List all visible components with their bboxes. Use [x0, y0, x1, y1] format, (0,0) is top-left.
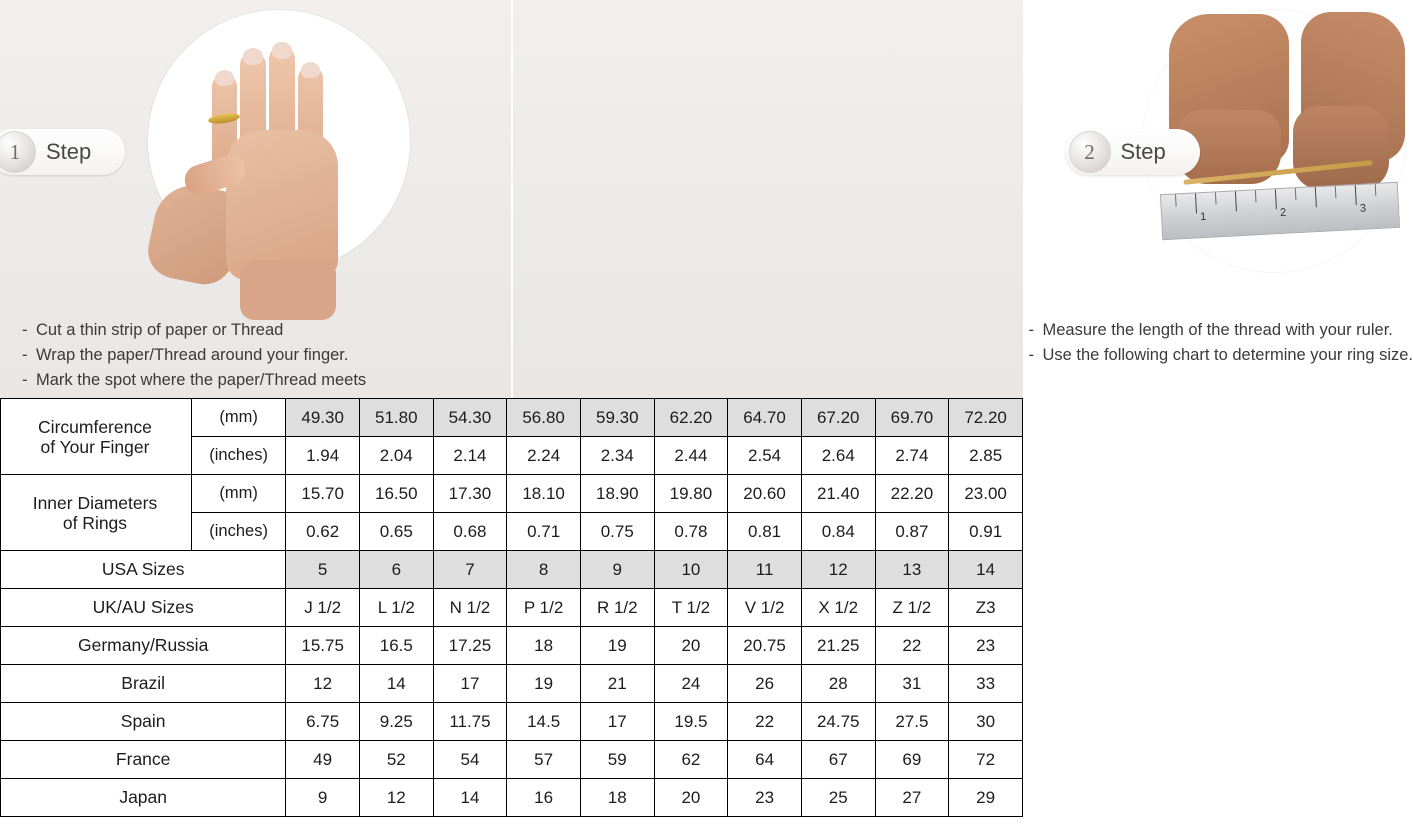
cell: 0.87: [875, 513, 949, 551]
step-2-notes: [1029, 318, 1413, 368]
cell: 18: [580, 779, 654, 817]
cell: 2.34: [580, 437, 654, 475]
cell: 0.81: [728, 513, 802, 551]
cell: 18: [507, 627, 581, 665]
cell: 2.04: [359, 437, 433, 475]
cell: 14: [359, 665, 433, 703]
note-line: - Wrap the paper/Thread around your finger.: [22, 346, 349, 364]
cell: 10: [654, 551, 728, 589]
cell: V 1/2: [728, 589, 802, 627]
note-text: Wrap the paper/Thread around your finger.: [36, 346, 349, 364]
cell: 2.24: [507, 437, 581, 475]
cell: 20: [654, 627, 728, 665]
cell: 69.70: [875, 399, 949, 437]
cell: 2.54: [728, 437, 802, 475]
cell: 17.30: [433, 475, 507, 513]
cell: 23: [949, 627, 1023, 665]
cell: 29: [949, 779, 1023, 817]
cell: 13: [875, 551, 949, 589]
step-2-label: Step: [1120, 139, 1166, 164]
table-row: [1, 551, 1023, 589]
row-label-brazil: Brazil: [1, 665, 286, 703]
cell: 69: [875, 741, 949, 779]
cell: 11: [728, 551, 802, 589]
row-label-germany-russia: Germany/Russia: [1, 627, 286, 665]
cell: 72.20: [949, 399, 1023, 437]
cell: 56.80: [507, 399, 581, 437]
cell: 15.75: [286, 627, 360, 665]
cell: 9.25: [359, 703, 433, 741]
note-text: Mark the spot where the paper/Thread meets: [36, 371, 367, 389]
cell: 2.74: [875, 437, 949, 475]
unit-cell: (mm): [191, 399, 285, 437]
step-1-notes: [22, 318, 366, 393]
unit-cell: (inches): [191, 437, 285, 475]
cell: 0.71: [507, 513, 581, 551]
table-body: [1, 399, 1023, 817]
cell: 9: [286, 779, 360, 817]
cell: 7: [433, 551, 507, 589]
cell: 0.68: [433, 513, 507, 551]
cell: Z3: [949, 589, 1023, 627]
cell: 11.75: [433, 703, 507, 741]
row-label-line: Inner Diameters: [32, 492, 158, 513]
ruler-mark: 2: [1279, 206, 1287, 219]
cell: 1.94: [286, 437, 360, 475]
cell: 2.64: [801, 437, 875, 475]
cell: 20.75: [728, 627, 802, 665]
cell: 62.20: [654, 399, 728, 437]
cell: 25: [801, 779, 875, 817]
cell: 27: [875, 779, 949, 817]
cell: 18.10: [507, 475, 581, 513]
cell: 21.25: [801, 627, 875, 665]
step-1-label: Step: [46, 139, 92, 164]
cell: 5: [286, 551, 360, 589]
cell: T 1/2: [654, 589, 728, 627]
cell: 22.20: [875, 475, 949, 513]
cell: 2.44: [654, 437, 728, 475]
cell: 27.5: [875, 703, 949, 741]
table-row: [1, 741, 1023, 779]
cell: 14: [433, 779, 507, 817]
cell: 59: [580, 741, 654, 779]
cell: 24: [654, 665, 728, 703]
step-1-badge: [0, 129, 125, 175]
cell: 64.70: [728, 399, 802, 437]
cell: 19: [507, 665, 581, 703]
table-row: [1, 475, 1023, 513]
cell: 62: [654, 741, 728, 779]
cell: 57: [507, 741, 581, 779]
palm-shape: [226, 130, 338, 280]
step-1-photo: [148, 10, 410, 272]
cell: 0.78: [654, 513, 728, 551]
table-row: [1, 779, 1023, 817]
cell: 19: [580, 627, 654, 665]
cell: 21: [580, 665, 654, 703]
note-text: Cut a thin strip of paper or Thread: [36, 321, 284, 339]
cell: 2.14: [433, 437, 507, 475]
cell: 0.91: [949, 513, 1023, 551]
cell: 54: [433, 741, 507, 779]
row-label-spain: Spain: [1, 703, 286, 741]
cell: 6.75: [286, 703, 360, 741]
cell: 0.84: [801, 513, 875, 551]
cell: J 1/2: [286, 589, 360, 627]
cell: 16.5: [359, 627, 433, 665]
cell: 16: [507, 779, 581, 817]
cell: L 1/2: [359, 589, 433, 627]
ruler-mark: 1: [1199, 210, 1207, 224]
cell: 24.75: [801, 703, 875, 741]
cell: N 1/2: [433, 589, 507, 627]
cell: 12: [801, 551, 875, 589]
row-label-usa-sizes: USA Sizes: [1, 551, 286, 589]
cell: 49.30: [286, 399, 360, 437]
cell: 22: [728, 703, 802, 741]
cell: 59.30: [580, 399, 654, 437]
cell: 49: [286, 741, 360, 779]
cell: 18.90: [580, 475, 654, 513]
cell: 23.00: [949, 475, 1023, 513]
step-1-panel: [0, 0, 513, 398]
table-row: [1, 589, 1023, 627]
cell: 21.40: [801, 475, 875, 513]
hand-illustration: [148, 10, 410, 272]
row-label-line: of Your Finger: [40, 436, 150, 457]
row-label-uk-au-sizes: UK/AU Sizes: [1, 589, 286, 627]
unit-cell: (inches): [191, 513, 285, 551]
cell: 22: [875, 627, 949, 665]
cell: 72: [949, 741, 1023, 779]
instructions-section: [0, 0, 1413, 398]
unit-cell: (mm): [191, 475, 285, 513]
cell: 20: [654, 779, 728, 817]
cell: 20.60: [728, 475, 802, 513]
table-row: [1, 627, 1023, 665]
table-row: [1, 399, 1023, 437]
cell: 0.65: [359, 513, 433, 551]
row-label-circumference: [1, 399, 192, 475]
cell: 12: [286, 665, 360, 703]
cell: Z 1/2: [875, 589, 949, 627]
cell: 14: [949, 551, 1023, 589]
right-fingers-shape: [1293, 106, 1389, 190]
fingernail-shape: [243, 48, 263, 65]
cell: 19.5: [654, 703, 728, 741]
note-line: - Measure the length of the thread with your ruler.: [1028, 321, 1393, 339]
row-label-japan: Japan: [1, 779, 286, 817]
cell: 67.20: [801, 399, 875, 437]
cell: 28: [801, 665, 875, 703]
cell: 31: [875, 665, 949, 703]
cell: 15.70: [286, 475, 360, 513]
cell: 33: [949, 665, 1023, 703]
cell: 17.25: [433, 627, 507, 665]
ring-size-table: [0, 398, 1023, 817]
wrist-shape: [240, 260, 336, 320]
cell: 12: [359, 779, 433, 817]
step-1-number: 1: [0, 131, 36, 173]
note-text: Measure the length of the thread with your ruler.: [1042, 321, 1393, 339]
step-2-badge: [1065, 129, 1200, 175]
fingernail-shape: [272, 42, 292, 59]
cell: 6: [359, 551, 433, 589]
row-label-line: Circumference: [38, 416, 152, 437]
cell: 67: [801, 741, 875, 779]
ruler-icon: [1159, 182, 1399, 240]
cell: 2.85: [949, 437, 1023, 475]
table-row: [1, 665, 1023, 703]
cell: 9: [580, 551, 654, 589]
cell: 52: [359, 741, 433, 779]
cell: 30: [949, 703, 1023, 741]
row-label-france: France: [1, 741, 286, 779]
note-line: - Use the following chart to determine your ring size.: [1028, 346, 1413, 364]
cell: 54.30: [433, 399, 507, 437]
step-2-panel: [513, 0, 1413, 398]
cell: X 1/2: [801, 589, 875, 627]
cell: 19.80: [654, 475, 728, 513]
note-line: - Cut a thin strip of paper or Thread: [22, 321, 284, 339]
cell: 16.50: [359, 475, 433, 513]
cell: 64: [728, 741, 802, 779]
cell: R 1/2: [580, 589, 654, 627]
cell: 8: [507, 551, 581, 589]
cell: 23: [728, 779, 802, 817]
cell: 17: [580, 703, 654, 741]
cell: P 1/2: [507, 589, 581, 627]
cell: 14.5: [507, 703, 581, 741]
cell: 0.75: [580, 513, 654, 551]
row-label-line: of Rings: [62, 512, 128, 533]
note-text: Use the following chart to determine your ring size.: [1042, 346, 1413, 364]
note-line: - Mark the spot where the paper/Thread meets: [22, 371, 367, 389]
table-row: [1, 703, 1023, 741]
fingernail-shape: [215, 70, 234, 86]
step-2-number: 2: [1069, 131, 1111, 173]
cell: 51.80: [359, 399, 433, 437]
row-label-inner-diameter: [1, 475, 192, 551]
ruler-mark: 3: [1359, 202, 1366, 215]
fingernail-shape: [301, 62, 320, 78]
cell: 0.62: [286, 513, 360, 551]
cell: 26: [728, 665, 802, 703]
cell: 17: [433, 665, 507, 703]
